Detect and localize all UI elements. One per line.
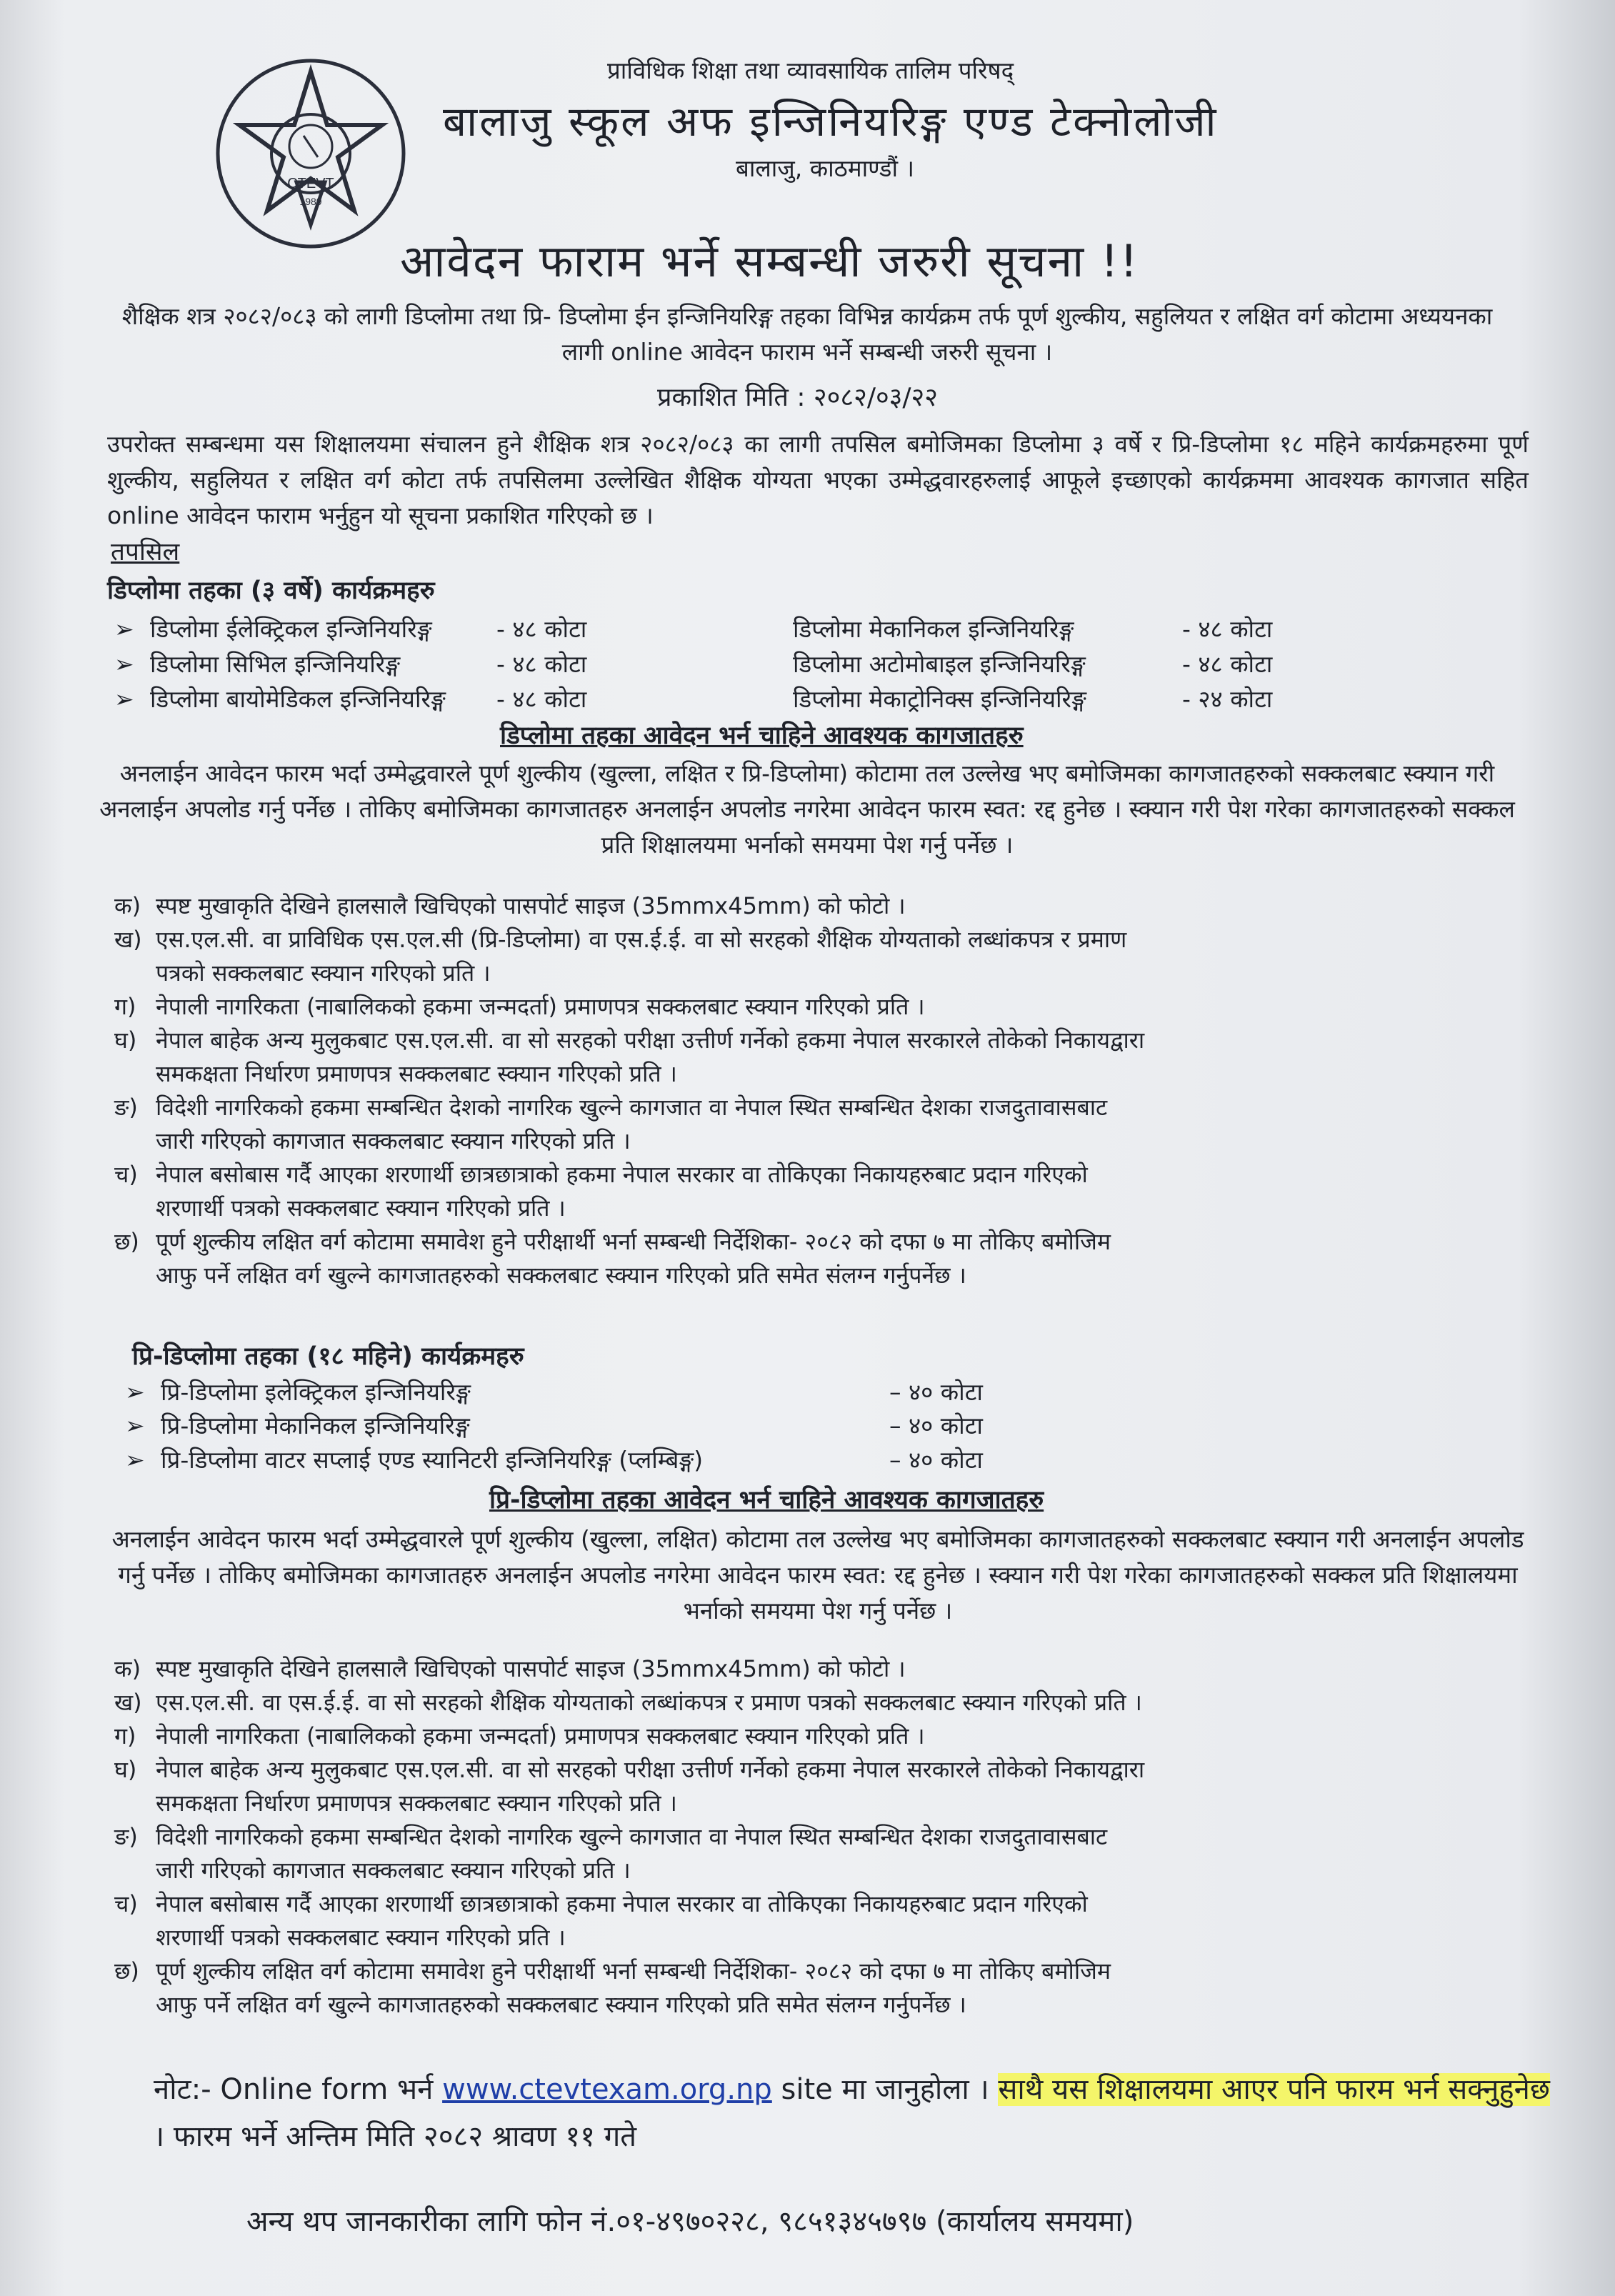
bullet-icon: ➢ <box>125 1378 145 1406</box>
note-deadline: । फारम भर्ने अन्तिम मिति २०८२ श्रावण ११ गते <box>154 2120 637 2153</box>
program-name: प्रि-डिप्लोमा वाटर सप्लाई एण्ड स्यानिटरी इन्जिनियरिङ्ग (प्लम्बिङ्ग) <box>161 1446 704 1474</box>
body-paragraph: उपरोक्त सम्बन्धमा यस शिक्षालयमा संचालन हुने शैक्षिक शत्र २०८२/०८३ का लागी तपसिल बमोजिमका डिप्लोमा ३ वर्षे र प्रि-डिप्लोमा १८ महिने कार्यक्रमहरुमा पूर्ण शुल्कीय, सहुलियत र लक्षित वर्ग कोटा तर्फ तपसिलमा उल्लेखित शैक्षिक योग्यता भएका उम्मेद्धवारहरुलाई आफूले इच्छाएको कार्यक्रममा आवश्यक कागजात सहित online आवेदन फाराम भर्नुहुन यो सूचना प्रकाशित गरिएको छ । <box>107 430 1529 529</box>
doc-label: क) <box>114 1655 141 1682</box>
diploma-docs-intro: अनलाईन आवेदन फारम भर्दा उम्मेद्धवारले पूर्ण शुल्कीय (खुल्ला, लक्षित र प्रि-डिप्लोमा) कोटामा तल उल्लेख भए बमोजिमका कागजातहरुको सक्कलबाट स्क्यान गरी अनलाईन अपलोड गर्नु पर्नेछ । तोकिए बमोजिमका कागजातहरु अनलाईन अपलोड नगरेमा आवेदन फारम स्वत: रद्द हुनेछ । स्क्यान गरी पेश गरेका कागजातहरुको सक्कल प्रति शिक्षालयमा भर्नाको समयमा पेश गर्नु पर्नेछ । <box>99 759 1515 859</box>
doc-item <box>114 1686 1507 1719</box>
doc-label: छ) <box>114 1228 139 1255</box>
doc-item <box>114 1887 1507 1955</box>
doc-text-line: आफु पर्ने लक्षित वर्ग खुल्ने कागजातहरुको सक्कलबाट स्क्यान गरिएको प्रति समेत संलग्न गर्नुपर्नेछ । <box>156 1262 966 1289</box>
program-name: डिप्लोमा बायोमेडिकल इन्जिनियरिङ्ग <box>150 685 446 713</box>
doc-text-line: आफु पर्ने लक्षित वर्ग खुल्ने कागजातहरुको सक्कलबाट स्क्यान गरिएको प्रति समेत संलग्न गर्नुपर्नेछ । <box>156 1991 966 2018</box>
prediploma-heading: प्रि-डिप्लोमा तहका (१८ महिने) कार्यक्रमहरु <box>132 1342 524 1371</box>
doc-item <box>114 1820 1507 1887</box>
school-address: बालाजु, काठमाण्डौं । <box>736 154 914 182</box>
doc-text-line: समकक्षता निर्धारण प्रमाणपत्र सक्कलबाट स्क्यान गरिएको प्रति । <box>156 1790 677 1817</box>
doc-label: घ) <box>114 1756 137 1783</box>
program-name: डिप्लोमा मेकाट्रोनिक्स इन्जिनियरिङ्ग <box>793 685 1086 713</box>
doc-label: ख) <box>114 926 142 953</box>
prediploma-docs-heading: प्रि-डिप्लोमा तहका आवेदन भर्न चाहिने आवश्यक कागजातहरु <box>489 1486 1044 1514</box>
doc-text-line: नेपाल बसोबास गर्दै आएका शरणार्थी छात्रछात्राको हकमा नेपाल सरकार वा तोकिएका निकायहरुबाट प्रदान गरिएको <box>156 1161 1088 1188</box>
doc-text-line: नेपाली नागरिकता (नाबालिकको हकमा जन्मदर्ता) प्रमाणपत्र सक्कलबाट स्क्यान गरिएको प्रति । <box>156 993 925 1020</box>
doc-text-line: समकक्षता निर्धारण प्रमाणपत्र सक्कलबाट स्क्यान गरिएको प्रति । <box>156 1060 677 1087</box>
bullet-icon: ➢ <box>114 685 134 713</box>
program-row <box>114 647 400 679</box>
doc-text-line: पूर्ण शुल्कीय लक्षित वर्ग कोटामा समावेश हुने परीक्षार्थी भर्ना सम्बन्धी निर्देशिका- २०८२ को दफा ७ मा तोकिए बमोजिम <box>156 1957 1111 1985</box>
council-name: प्राविधिक शिक्षा तथा व्यावसायिक तालिम परिषद् <box>607 56 1014 84</box>
doc-text-line: एस.एल.सी. वा एस.ई.ई. वा सो सरहको शैक्षिक योग्यताको लब्धांकपत्र र प्रमाण पत्रको सक्कलबाट स्क्यान गरिएको प्रति । <box>156 1689 1142 1716</box>
doc-text-line: नेपाल बाहेक अन्य मुलुकबाट एस.एल.सी. वा सो सरहको परीक्षा उत्तीर्ण गर्नेको हकमा नेपाल सरकारले तोकेको निकायद्वारा <box>156 1756 1145 1783</box>
doc-text-line: पूर्ण शुल्कीय लक्षित वर्ग कोटामा समावेश हुने परीक्षार्थी भर्ना सम्बन्धी निर्देशिका- २०८२ को दफा ७ मा तोकिए बमोजिम <box>156 1228 1111 1255</box>
program-quota: - ४८ कोटा <box>1182 615 1273 643</box>
program-quota: – ४० कोटा <box>889 1378 983 1406</box>
ctevt-exam-link[interactable]: www.ctevtexam.org.np <box>442 2073 772 2106</box>
contact-info: अन्य थप जानकारीका लागि फोन नं.०१-४९७०२२८, ९८५१३४५७९७ (कार्यालय समयमा) <box>246 2205 1134 2238</box>
doc-label: च) <box>114 1890 138 1917</box>
doc-text-line: नेपाली नागरिकता (नाबालिकको हकमा जन्मदर्ता) प्रमाणपत्र सक्कलबाट स्क्यान गरिएको प्रति । <box>156 1722 925 1750</box>
doc-item <box>114 1024 1507 1091</box>
program-quota: - ४८ कोटा <box>496 685 587 713</box>
doc-text-line: शरणार्थी पत्रको सक्कलबाट स्क्यान गरिएको प्रति । <box>156 1924 566 1951</box>
note-after-link: site मा जानुहोला । <box>781 2073 989 2106</box>
intro-paragraph: शैक्षिक शत्र २०८२/०८३ को लागी डिप्लोमा तथा प्रि- डिप्लोमा ईन इन्जिनियरिङ्ग तहका विभिन्न कार्यक्रम तर्फ पूर्ण शुल्कीय, सहुलियत र लक्षित वर्ग कोटामा अध्ययनका लागी online आवेदन फाराम भर्ने सम्बन्धी जरुरी सूचना । <box>121 302 1493 366</box>
program-row <box>125 1443 703 1475</box>
doc-label: ख) <box>114 1689 142 1716</box>
bullet-icon: ➢ <box>114 615 134 643</box>
doc-label: घ) <box>114 1027 137 1054</box>
bullet-icon: ➢ <box>125 1446 145 1474</box>
doc-text-line: शरणार्थी पत्रको सक्कलबाट स्क्यान गरिएको प्रति । <box>156 1194 566 1222</box>
program-quota: – ४० कोटा <box>889 1412 983 1439</box>
doc-item <box>114 1158 1507 1225</box>
program-name: डिप्लोमा अटोमोबाइल इन्जिनियरिङ्ग <box>793 650 1086 678</box>
doc-label: ङ) <box>114 1094 138 1121</box>
program-name: डिप्लोमा मेकानिकल इन्जिनियरिङ्ग <box>793 615 1074 643</box>
doc-text-line: नेपाल बाहेक अन्य मुलुकबाट एस.एल.सी. वा सो सरहको परीक्षा उत्तीर्ण गर्नेको हकमा नेपाल सरकारले तोकेको निकायद्वारा <box>156 1027 1145 1054</box>
doc-text-line: एस.एल.सी. वा प्राविधिक एस.एल.सी (प्रि-डिप्लोमा) वा एस.ई.ई. वा सो सरहको शैक्षिक योग्यताको लब्धांकपत्र र प्रमाण <box>156 926 1127 953</box>
doc-item <box>114 1652 1507 1686</box>
doc-item <box>114 923 1507 990</box>
doc-text-line: स्पष्ट मुखाकृति देखिने हालसालै खिचिएको पासपोर्ट साइज (35mmx45mm) को फोटो । <box>156 892 906 919</box>
program-name: प्रि-डिप्लोमा इलेक्ट्रिकल इन्जिनियरिङ्ग <box>161 1378 471 1406</box>
seal-year: 1989 <box>299 196 322 207</box>
doc-text-line: स्पष्ट मुखाकृति देखिने हालसालै खिचिएको पासपोर्ट साइज (35mmx45mm) को फोटो । <box>156 1655 906 1682</box>
seal-text: CTEVT <box>287 176 334 191</box>
doc-item <box>114 1091 1507 1158</box>
doc-label: ग) <box>114 993 136 1020</box>
published-date: प्रकाशित मिति : २०८२/०३/२२ <box>657 383 938 412</box>
note-prefix: नोट:- Online form भर्न <box>154 2073 434 2106</box>
doc-item <box>114 1225 1507 1292</box>
doc-item <box>114 1955 1507 2022</box>
program-row <box>125 1409 470 1441</box>
program-quota: - ४८ कोटा <box>1182 650 1273 678</box>
school-name: बालाजु स्कूल अफ इन्जिनियरिङ्ग एण्ड टेक्नोलोजी <box>443 97 1219 146</box>
program-quota: - ४८ कोटा <box>496 650 587 678</box>
bullet-icon: ➢ <box>114 650 134 678</box>
doc-text-line: नेपाल बसोबास गर्दै आएका शरणार्थी छात्रछात्राको हकमा नेपाल सरकार वा तोकिएका निकायहरुबाट प्रदान गरिएको <box>156 1890 1088 1917</box>
tapasil-label: तपसिल <box>111 538 180 566</box>
note-highlight: साथै यस शिक्षालयमा आएर पनि फारम भर्न सक्नुहुनेछ <box>998 2073 1550 2106</box>
notice-title: आवेदन फाराम भर्ने सम्बन्धी जरुरी सूचना !! <box>400 235 1139 287</box>
program-quota: - ४८ कोटा <box>496 615 587 643</box>
doc-item <box>114 1753 1507 1820</box>
doc-label: च) <box>114 1161 138 1188</box>
doc-label: ङ) <box>114 1823 138 1850</box>
bullet-icon: ➢ <box>125 1412 145 1439</box>
program-name: डिप्लोमा ईलेक्ट्रिकल इन्जिनियरिङ्ग <box>150 615 432 643</box>
doc-text-line: पत्रको सक्कलबाट स्क्यान गरिएको प्रति । <box>156 959 491 987</box>
doc-item <box>114 889 1507 923</box>
prediploma-docs-intro: अनलाईन आवेदन फारम भर्दा उम्मेद्धवारले पूर्ण शुल्कीय (खुल्ला, लक्षित) कोटामा तल उल्लेख भए बमोजिमका कागजातहरुको सक्कलबाट स्क्यान गरी अनलाईन अपलोड गर्नु पर्नेछ । तोकिए बमोजिमका कागजातहरु अनलाईन अपलोड नगरेमा आवेदन फारम स्वत: रद्द हुनेछ । स्क्यान गरी पेश गरेका कागजातहरुको सक्कल प्रति शिक्षालयमा भर्नाको समयमा पेश गर्नु पर्नेछ । <box>111 1525 1524 1624</box>
program-row <box>114 612 432 644</box>
ctevt-seal-logo <box>214 57 407 250</box>
doc-item <box>114 990 1507 1024</box>
doc-label: क) <box>114 892 141 919</box>
program-quota: - २४ कोटा <box>1182 685 1273 713</box>
diploma-docs-heading: डिप्लोमा तहका आवेदन भर्न चाहिने आवश्यक कागजातहरु <box>500 722 1024 750</box>
doc-label: छ) <box>114 1957 139 1985</box>
doc-text-line: विदेशी नागरिकको हकमा सम्बन्धित देशको नागरिक खुल्ने कागजात वा नेपाल स्थित सम्बन्धित देशका राजदुतावासबाट <box>156 1823 1108 1850</box>
program-row <box>125 1375 471 1407</box>
doc-label: ग) <box>114 1722 136 1750</box>
note-block <box>154 2066 1561 2160</box>
doc-text-line: विदेशी नागरिकको हकमा सम्बन्धित देशको नागरिक खुल्ने कागजात वा नेपाल स्थित सम्बन्धित देशका राजदुतावासबाट <box>156 1094 1108 1121</box>
doc-text-line: जारी गरिएको कागजात सक्कलबाट स्क्यान गरिएको प्रति । <box>156 1127 631 1154</box>
program-name: डिप्लोमा सिभिल इन्जिनियरिङ्ग <box>150 650 401 678</box>
doc-text-line: जारी गरिएको कागजात सक्कलबाट स्क्यान गरिएको प्रति । <box>156 1857 631 1884</box>
diploma-heading: डिप्लोमा तहका (३ वर्षे) कार्यक्रमहरु <box>107 577 435 605</box>
program-row <box>114 682 446 714</box>
doc-item <box>114 1719 1507 1753</box>
program-name: प्रि-डिप्लोमा मेकानिकल इन्जिनियरिङ्ग <box>161 1412 470 1439</box>
program-quota: – ४० कोटा <box>889 1446 983 1474</box>
